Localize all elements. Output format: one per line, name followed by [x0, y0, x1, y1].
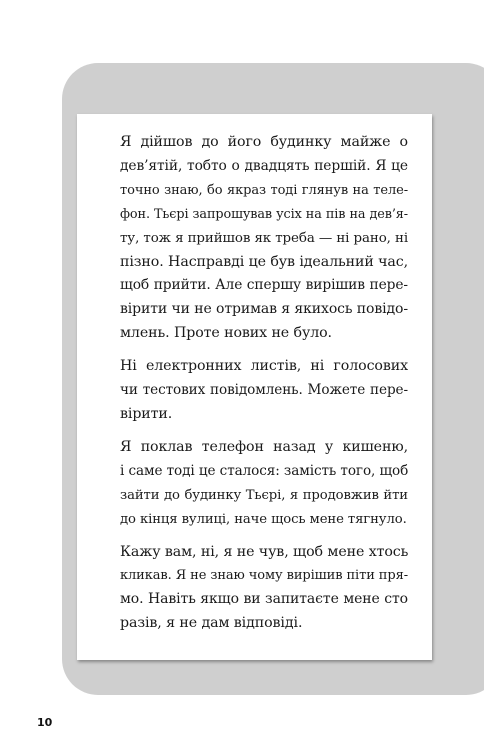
text-line: чи тестових повідомлень. Можете пере-	[120, 382, 408, 399]
text-line: ту, тож я прийшов як треба — ні рано, ні	[120, 230, 408, 246]
text-line: Кажу вам, ні, я не чув, щоб мене хтось	[120, 543, 408, 560]
text-line: Ні електронних листів, ні голосових	[120, 358, 408, 375]
text-line: вірити.	[120, 405, 173, 422]
text-line: млень. Проте нових не було.	[120, 325, 332, 342]
text-line: вірити чи не отримав я якихось повідо-	[120, 301, 408, 318]
paragraph-4	[120, 541, 408, 637]
text-line: точно знаю, бо якраз тоді глянув на теле-	[120, 182, 408, 198]
text-line: разів, я не дам відповіді.	[120, 615, 303, 632]
text-line: дев’ятій, тобто о двадцять першій. Я це	[120, 157, 408, 174]
text-line: Я поклав телефон назад у кишеню,	[120, 438, 408, 455]
text-line: мо. Навіть якщо ви запитаєте мене сто	[120, 591, 408, 608]
text-line: Я дійшов до його будинку майже о	[120, 134, 408, 150]
text-line: фон. Тьєрі запрошував усіх на пів на дев’я-	[120, 206, 408, 222]
paragraph-1	[120, 131, 408, 346]
text-line: і саме тоді це сталося: замість того, щоб	[120, 462, 408, 479]
text-line: щоб прийти. Але спершу вирішив пере-	[120, 277, 408, 294]
text-line: пізно. Насправді це був ідеальний час,	[120, 253, 408, 270]
paragraph-2	[120, 355, 408, 427]
text-line: до кінця вулиці, наче щось мене тягнуло.	[120, 511, 407, 527]
text-line: зайти до будинку Тьєрі, я продовжив йти	[120, 487, 408, 503]
text-line: кликав. Я не знаю чому вирішив піти пря-	[120, 568, 408, 584]
page-number: 10	[37, 716, 53, 729]
paragraph-3	[120, 436, 408, 532]
paper-sheet	[77, 114, 432, 660]
